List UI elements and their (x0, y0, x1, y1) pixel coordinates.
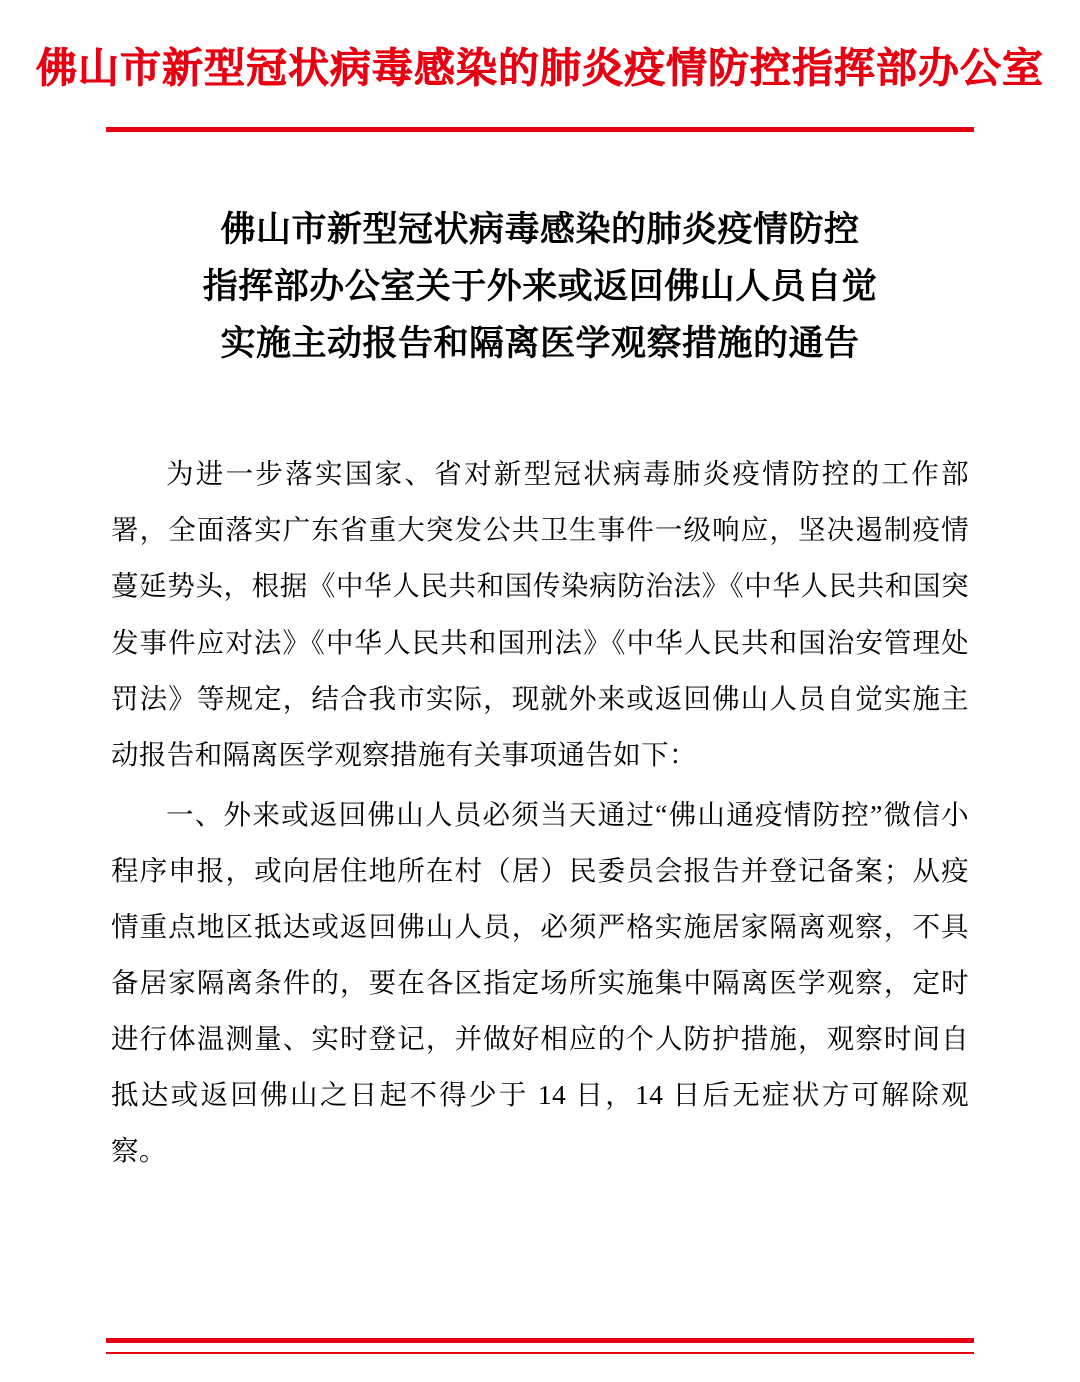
document-body (111, 446, 969, 1179)
issuing-organization: 佛山市新型冠状病毒感染的肺炎疫情防控指挥部办公室 (36, 45, 1044, 91)
footer-divider-thick (106, 1338, 974, 1343)
document-title (145, 202, 935, 372)
document-title-line-3: 实施主动报告和隔离医学观察措施的通告 (220, 323, 860, 363)
body-paragraph-2: 一、外来或返回佛山人员必须当天通过“佛山通疫情防控”微信小程序申报，或向居住地所在村（居）民委员会报告并登记备案；从疫情重点地区抵达或返回佛山人员，必须严格实施居家隔离观察，不具备居家隔离条件的，要在各区指定场所实施集中隔离医学观察，定时进行体温测量、实时登记，并做好相应的个人防护措施，观察时间自抵达或返回佛山之日起不得少于 14 日，14 日后无症状方可解除观察。 (111, 798, 969, 1167)
masthead (0, 0, 1080, 132)
footer-divider-thin (106, 1352, 974, 1354)
document-title-line-1: 佛山市新型冠状病毒感染的肺炎疫情防控 (220, 210, 860, 250)
body-paragraph-1: 为进一步落实国家、省对新型冠状病毒肺炎疫情防控的工作部署，全面落实广东省重大突发公共卫生事件一级响应，坚决遏制疫情蔓延势头，根据《中华人民共和国传染病防治法》《中华人民共和国突发事件应对法》《中华人民共和国刑法》《中华人民共和国治安管理处罚法》等规定，结合我市实际，现就外来或返回佛山人员自觉实施主动报告和隔离医学观察措施有关事项通告如下： (111, 458, 969, 770)
document-title-line-2: 指挥部办公室关于外来或返回佛山人员自觉 (202, 266, 878, 306)
masthead-divider (106, 127, 974, 132)
footer-divider-group (0, 1338, 1080, 1354)
